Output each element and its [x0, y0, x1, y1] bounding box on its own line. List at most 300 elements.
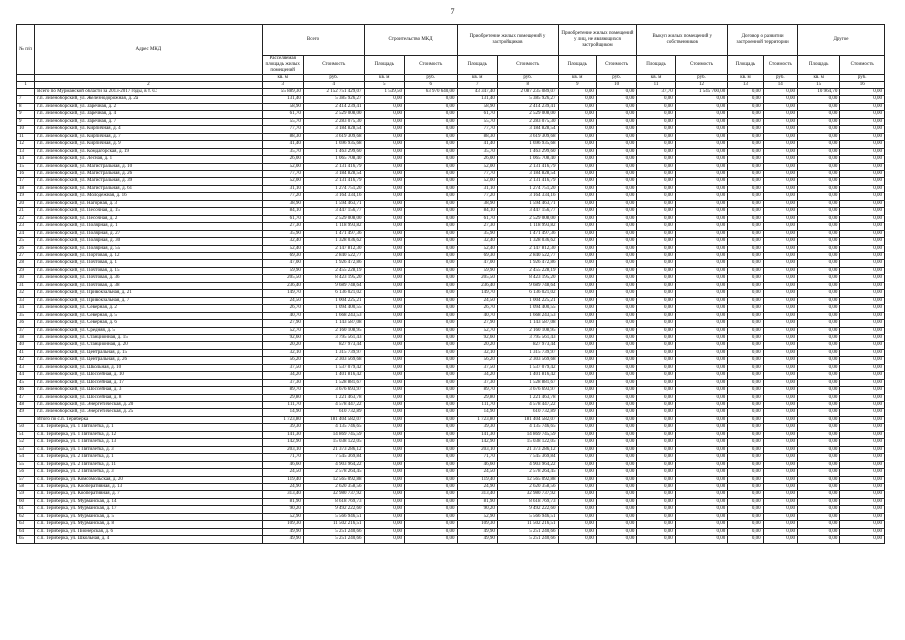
row-number: 10 — [17, 126, 35, 133]
row-value: 0,00 — [404, 431, 457, 438]
row-value: 0,00 — [840, 185, 885, 192]
row-value: 0,00 — [797, 320, 839, 327]
row-value: 1 328 036,62 — [497, 238, 558, 245]
row-value: 0,00 — [797, 238, 839, 245]
row-value: 0,00 — [840, 364, 885, 371]
row-value: 7 545 369,84 — [303, 454, 364, 461]
row-number: 25 — [17, 238, 35, 245]
row-value: 56,20 — [457, 357, 497, 364]
row-address: г.п. Зеленоборский, ул. Железнодорожная, д. 2а — [35, 96, 262, 103]
row-value: 0,00 — [558, 334, 596, 341]
row-value: 0,00 — [364, 320, 404, 327]
table-row — [17, 446, 885, 453]
row-value: 0,00 — [728, 223, 763, 230]
row-value: 0,00 — [364, 178, 404, 185]
row-value: 0,00 — [364, 185, 404, 192]
row-value: 2 529 008,00 — [497, 111, 558, 118]
row-value: 0,00 — [558, 252, 596, 259]
row-value: 32,40 — [262, 238, 303, 245]
row-value: 3 184 828,54 — [303, 126, 364, 133]
row-value: 1 594 463,71 — [303, 200, 364, 207]
row-value: 0,00 — [840, 394, 885, 401]
row-value: 0,00 — [797, 357, 839, 364]
row-value: 0,00 — [675, 342, 728, 349]
page-number: 7 — [450, 7, 455, 16]
row-value: 0,00 — [675, 141, 728, 148]
row-value: 0,00 — [637, 349, 675, 356]
row-value: 37,50 — [262, 364, 303, 371]
row-value: 1 528 881,67 — [497, 379, 558, 386]
row-address: с.п. Териберка, ул. Комсомольская, д. 20 — [35, 476, 262, 483]
row-value: 0,00 — [596, 476, 636, 483]
row-value: 29,80 — [262, 394, 303, 401]
row-number: 21 — [17, 208, 35, 215]
row-value: 0,00 — [728, 364, 763, 371]
row-value: 0,00 — [637, 491, 675, 498]
row-value: 313,40 — [262, 491, 303, 498]
row-value: 0,00 — [840, 170, 885, 177]
row-value: 32 980 737,92 — [303, 491, 364, 498]
row-value: 0,00 — [364, 238, 404, 245]
row-value: 0,00 — [763, 282, 797, 289]
row-value: 0,00 — [558, 96, 596, 103]
row-address: г.п. Зеленоборский, ул. Полярная, д. 1 — [35, 223, 262, 230]
row-value: 0,00 — [797, 200, 839, 207]
row-value: 0,00 — [675, 349, 728, 356]
row-value: 8 423 195,20 — [303, 275, 364, 282]
row-value: 0,00 — [404, 185, 457, 192]
row-value: 14,90 — [262, 409, 303, 416]
row-value: 58,90 — [262, 103, 303, 110]
row-value: 0,00 — [763, 96, 797, 103]
row-value: 0,00 — [558, 387, 596, 394]
row-value: 2 414 239,41 — [497, 103, 558, 110]
row-number: 62 — [17, 513, 35, 520]
row-value: 0,00 — [637, 513, 675, 520]
row-number: 53 — [17, 446, 35, 453]
row-value: 0,00 — [558, 357, 596, 364]
row-value: 1 004 225,21 — [303, 297, 364, 304]
row-value: 0,00 — [558, 133, 596, 140]
row-value: 131,40 — [262, 96, 303, 103]
row-value: 4 578 447,22 — [497, 402, 558, 409]
row-value: 0,00 — [675, 118, 728, 125]
row-value: 0,00 — [728, 469, 763, 476]
row-value: 71,70 — [457, 454, 497, 461]
unit-m: кв. м — [797, 75, 839, 82]
row-value: 0,00 — [675, 439, 728, 446]
row-value: 0,00 — [763, 215, 797, 222]
row-value: 0,00 — [675, 215, 728, 222]
row-number — [17, 89, 35, 96]
row-value: 3 619 309,68 — [303, 133, 364, 140]
row-value: 0,00 — [364, 349, 404, 356]
row-value: 0,00 — [404, 290, 457, 297]
column-number: 14 — [763, 82, 797, 89]
table-row — [17, 297, 885, 304]
row-value: 0,00 — [797, 454, 839, 461]
row-value: 2 414 239,41 — [303, 103, 364, 110]
resettlement-table — [16, 24, 885, 544]
row-value: 0,00 — [364, 387, 404, 394]
subheader-area: Площадь — [457, 56, 497, 75]
row-value: 0,00 — [840, 223, 885, 230]
row-value: 0,00 — [728, 476, 763, 483]
header-build: Строительство МКД — [364, 25, 457, 56]
row-value: 61,70 — [457, 111, 497, 118]
row-value: 47,00 — [262, 260, 303, 267]
row-value: 0,00 — [558, 327, 596, 334]
row-value: 21 373 286,12 — [497, 446, 558, 453]
row-number: 46 — [17, 387, 35, 394]
row-value: 0,00 — [675, 409, 728, 416]
row-value: 0,00 — [728, 133, 763, 140]
row-value: 0,00 — [675, 498, 728, 505]
row-value: 0,00 — [797, 275, 839, 282]
row-value: 0,00 — [637, 133, 675, 140]
row-value: 0,00 — [404, 476, 457, 483]
row-value: 90,20 — [262, 506, 303, 513]
table-row — [17, 454, 885, 461]
row-value: 827 973,44 — [303, 342, 364, 349]
row-value: 0,00 — [596, 230, 636, 237]
row-value: 0,00 — [596, 89, 636, 96]
row-value: 0,00 — [675, 521, 728, 528]
row-value: 0,00 — [763, 260, 797, 267]
row-number: 52 — [17, 439, 35, 446]
row-value: 0,00 — [797, 394, 839, 401]
row-value: 35,70 — [262, 148, 303, 155]
row-value: 0,00 — [558, 312, 596, 319]
row-value: 4 578 447,22 — [303, 402, 364, 409]
column-number: 13 — [728, 82, 763, 89]
row-value: 109,30 — [262, 521, 303, 528]
row-value: 26,70 — [262, 305, 303, 312]
row-value: 0,00 — [364, 200, 404, 207]
row-value: 111,70 — [262, 402, 303, 409]
row-value: 0,00 — [364, 215, 404, 222]
row-address: Всего по Мурманской области за 2013-2017 годы, в т. ч.: — [35, 89, 262, 96]
row-value: 1 539,50 — [364, 89, 404, 96]
table-row — [17, 245, 885, 252]
row-value: 0,00 — [675, 424, 728, 431]
row-number: 61 — [17, 506, 35, 513]
row-value: 1 463 299,60 — [497, 148, 558, 155]
row-value: 0,00 — [637, 439, 675, 446]
table-row — [17, 320, 885, 327]
row-value: 0,00 — [675, 454, 728, 461]
row-value: 0,00 — [404, 357, 457, 364]
row-value: 0,00 — [728, 305, 763, 312]
row-value: 0,00 — [637, 156, 675, 163]
row-value: 2 455 228,19 — [303, 267, 364, 274]
row-value: 0,00 — [637, 431, 675, 438]
row-value: 0,00 — [840, 372, 885, 379]
row-value: 43 347,40 — [457, 89, 497, 96]
row-value: 0,00 — [558, 349, 596, 356]
row-value: 1 537 079,42 — [497, 364, 558, 371]
row-value: 0,00 — [675, 260, 728, 267]
row-value: 0,00 — [728, 208, 763, 215]
row-value: 0,00 — [596, 193, 636, 200]
row-value: 0,00 — [763, 230, 797, 237]
row-value: 0,00 — [596, 424, 636, 431]
row-value: 0,00 — [728, 141, 763, 148]
row-value: 0,00 — [728, 185, 763, 192]
table-row — [17, 126, 885, 133]
row-value: 1 315 739,97 — [303, 349, 364, 356]
column-number: 1 — [17, 82, 35, 89]
row-value: 0,00 — [840, 133, 885, 140]
row-address: г.п. Зеленоборский, ул. Комдагорская, д. 19 — [35, 148, 262, 155]
row-number: 8 — [17, 103, 35, 110]
row-value: 0,00 — [364, 536, 404, 543]
row-value: 0,00 — [637, 461, 675, 468]
row-value: 8 618 769,73 — [303, 498, 364, 505]
row-value: 0,00 — [797, 141, 839, 148]
table-header — [17, 25, 885, 89]
row-address: с.п. Териберка, ул. Школьная, д. 4 — [35, 536, 262, 543]
row-value: 0,00 — [558, 141, 596, 148]
row-value: 1 328 036,62 — [303, 238, 364, 245]
row-value: 58,90 — [457, 103, 497, 110]
row-value: 0,00 — [364, 245, 404, 252]
row-address: г.п. Зеленоборский, ул. Магистральная, д. 39 — [35, 178, 262, 185]
row-value: 81,90 — [457, 498, 497, 505]
column-number: 3 — [262, 82, 303, 89]
header-contract: Договор о развитии застроенной территории — [728, 25, 798, 56]
row-value: 59,90 — [262, 267, 303, 274]
row-value: 0,00 — [675, 416, 728, 423]
unit-rub: руб. — [303, 75, 364, 82]
row-value: 0,00 — [763, 334, 797, 341]
row-value: 0,00 — [728, 178, 763, 185]
table-row — [17, 409, 885, 416]
table-row — [17, 230, 885, 237]
row-value: 0,00 — [797, 424, 839, 431]
row-value: 0,00 — [637, 223, 675, 230]
table-row — [17, 402, 885, 409]
row-value: 5 251 240,66 — [303, 536, 364, 543]
table-body — [17, 89, 885, 544]
table-row — [17, 178, 885, 185]
row-value: 0,00 — [637, 111, 675, 118]
row-value: 2 131 416,79 — [303, 178, 364, 185]
row-value: 0,00 — [675, 267, 728, 274]
subheader-total-cost: Стоимость — [303, 56, 364, 75]
row-value: 0,00 — [797, 484, 839, 491]
row-value: 0,00 — [763, 126, 797, 133]
row-value: 0,00 — [797, 223, 839, 230]
row-value: 61,70 — [262, 215, 303, 222]
row-address: г.п. Зеленоборский, ул. Энергетическая, д. 25 — [35, 409, 262, 416]
row-value: 1 668 243,53 — [497, 312, 558, 319]
row-value: 142,90 — [457, 439, 497, 446]
row-value: 0,00 — [558, 461, 596, 468]
row-value: 0,00 — [404, 334, 457, 341]
row-value: 0,00 — [675, 446, 728, 453]
row-value: 37,70 — [637, 89, 675, 96]
table-row — [17, 349, 885, 356]
row-value: 0,00 — [558, 200, 596, 207]
unit-rub: руб. — [404, 75, 457, 82]
row-value: 3 795 561,43 — [303, 334, 364, 341]
row-value: 0,00 — [797, 528, 839, 535]
table-row — [17, 282, 885, 289]
row-value: 0,00 — [637, 387, 675, 394]
row-value: 0,00 — [840, 469, 885, 476]
row-value: 0,00 — [637, 103, 675, 110]
row-value: 0,00 — [763, 394, 797, 401]
row-value: 0,00 — [797, 267, 839, 274]
row-value: 0,00 — [797, 409, 839, 416]
row-value: 0,00 — [840, 282, 885, 289]
row-value: 1 221 463,78 — [303, 394, 364, 401]
row-value: 0,00 — [728, 461, 763, 468]
row-number: 35 — [17, 312, 35, 319]
row-value: 0,00 — [364, 394, 404, 401]
row-value: 52,40 — [262, 245, 303, 252]
row-number: 56 — [17, 469, 35, 476]
row-value: 39,30 — [262, 424, 303, 431]
row-value: 0,00 — [675, 431, 728, 438]
row-value: 0,00 — [558, 394, 596, 401]
unit-rub: руб. — [596, 75, 636, 82]
row-address: с.п. Териберка, ул. Пионерская, д. 6 — [35, 528, 262, 535]
row-value: 0,00 — [596, 275, 636, 282]
row-value: 0,00 — [763, 238, 797, 245]
subheader-area: Площадь — [728, 56, 763, 75]
row-value: 0,00 — [364, 506, 404, 513]
row-number: 17 — [17, 178, 35, 185]
row-value: 0,00 — [728, 536, 763, 543]
row-value: 0,00 — [558, 506, 596, 513]
row-value: 0,00 — [596, 320, 636, 327]
row-number: 37 — [17, 327, 35, 334]
row-value: 1 065 708,40 — [497, 156, 558, 163]
row-value: 0,00 — [637, 416, 675, 423]
row-value: 6 136 021,02 — [303, 290, 364, 297]
row-value: 0,00 — [840, 536, 885, 543]
row-value: 0,00 — [404, 238, 457, 245]
row-value: 0,00 — [596, 208, 636, 215]
row-value: 0,00 — [675, 282, 728, 289]
row-value: 0,00 — [558, 320, 596, 327]
row-value: 92,60 — [262, 334, 303, 341]
table-row — [17, 312, 885, 319]
row-value: 0,00 — [558, 439, 596, 446]
row-value: 0,00 — [675, 320, 728, 327]
row-value: 0,00 — [728, 409, 763, 416]
row-value: 0,00 — [728, 297, 763, 304]
row-value: 0,00 — [558, 521, 596, 528]
row-value: 0,00 — [675, 185, 728, 192]
row-value: 0,00 — [637, 126, 675, 133]
row-value: 0,00 — [596, 372, 636, 379]
row-number: 31 — [17, 282, 35, 289]
row-value: 0,00 — [637, 238, 675, 245]
row-value: 0,00 — [728, 170, 763, 177]
row-value: 0,00 — [675, 178, 728, 185]
row-value: 0,00 — [840, 424, 885, 431]
row-value: 9 689 748,64 — [497, 282, 558, 289]
row-value: 0,00 — [404, 305, 457, 312]
row-value: 0,00 — [840, 379, 885, 386]
row-value: 0,00 — [364, 498, 404, 505]
row-value: 1 471 497,36 — [497, 230, 558, 237]
row-value: 1 143 587,08 — [303, 320, 364, 327]
row-address: Итого по с.п. Териберка — [35, 416, 262, 423]
row-value: 0,00 — [404, 469, 457, 476]
row-value: 0,00 — [763, 431, 797, 438]
row-value: 0,00 — [558, 305, 596, 312]
row-address: г.п. Зеленоборский, ул. Почтовая, д. 1 — [35, 260, 262, 267]
row-value: 77,70 — [457, 170, 497, 177]
row-value: 0,00 — [797, 215, 839, 222]
row-value: 0,00 — [558, 238, 596, 245]
row-value: 0,00 — [558, 290, 596, 297]
row-value: 0,00 — [404, 260, 457, 267]
row-value: 0,00 — [797, 305, 839, 312]
row-value: 0,00 — [596, 379, 636, 386]
row-value: 1 594 463,71 — [497, 200, 558, 207]
row-value: 0,00 — [637, 260, 675, 267]
row-value: 69,30 — [262, 252, 303, 259]
row-value: 27,90 — [457, 320, 497, 327]
row-value: 46,60 — [262, 461, 303, 468]
row-number: 64 — [17, 528, 35, 535]
row-value: 12 565 092,88 — [497, 476, 558, 483]
table-row — [17, 193, 885, 200]
row-value: 0,00 — [404, 133, 457, 140]
row-value: 0,00 — [728, 357, 763, 364]
row-value: 0,00 — [637, 252, 675, 259]
row-value: 0,00 — [637, 469, 675, 476]
table-row — [17, 103, 885, 110]
row-value: 20,20 — [262, 342, 303, 349]
table-row — [17, 372, 885, 379]
row-value: 0,00 — [675, 327, 728, 334]
row-value: 0,00 — [728, 163, 763, 170]
row-value: 3 184 828,54 — [303, 170, 364, 177]
row-value: 1 545 700,00 — [675, 89, 728, 96]
row-value: 0,00 — [763, 320, 797, 327]
row-value: 0,00 — [364, 484, 404, 491]
row-value: 0,00 — [840, 193, 885, 200]
row-value: 0,00 — [728, 454, 763, 461]
row-value: 0,00 — [637, 215, 675, 222]
row-value: 0,00 — [728, 491, 763, 498]
row-value: 0,00 — [728, 402, 763, 409]
row-value: 24,90 — [262, 484, 303, 491]
subheader-area: Площадь — [797, 56, 839, 75]
row-value: 0,00 — [364, 275, 404, 282]
row-value: 0,00 — [675, 126, 728, 133]
row-value: 149,70 — [457, 290, 497, 297]
row-value: 0,00 — [364, 223, 404, 230]
table-row — [17, 342, 885, 349]
row-value: 0,00 — [763, 200, 797, 207]
row-value: 14 869 745,59 — [497, 431, 558, 438]
row-value: 0,00 — [675, 111, 728, 118]
row-value: 77,20 — [262, 193, 303, 200]
row-value: 0,00 — [637, 141, 675, 148]
row-value: 55,70 — [262, 118, 303, 125]
row-value: 0,00 — [840, 96, 885, 103]
row-value: 0,00 — [364, 372, 404, 379]
row-value: 0,00 — [840, 215, 885, 222]
row-value: 0,00 — [675, 491, 728, 498]
